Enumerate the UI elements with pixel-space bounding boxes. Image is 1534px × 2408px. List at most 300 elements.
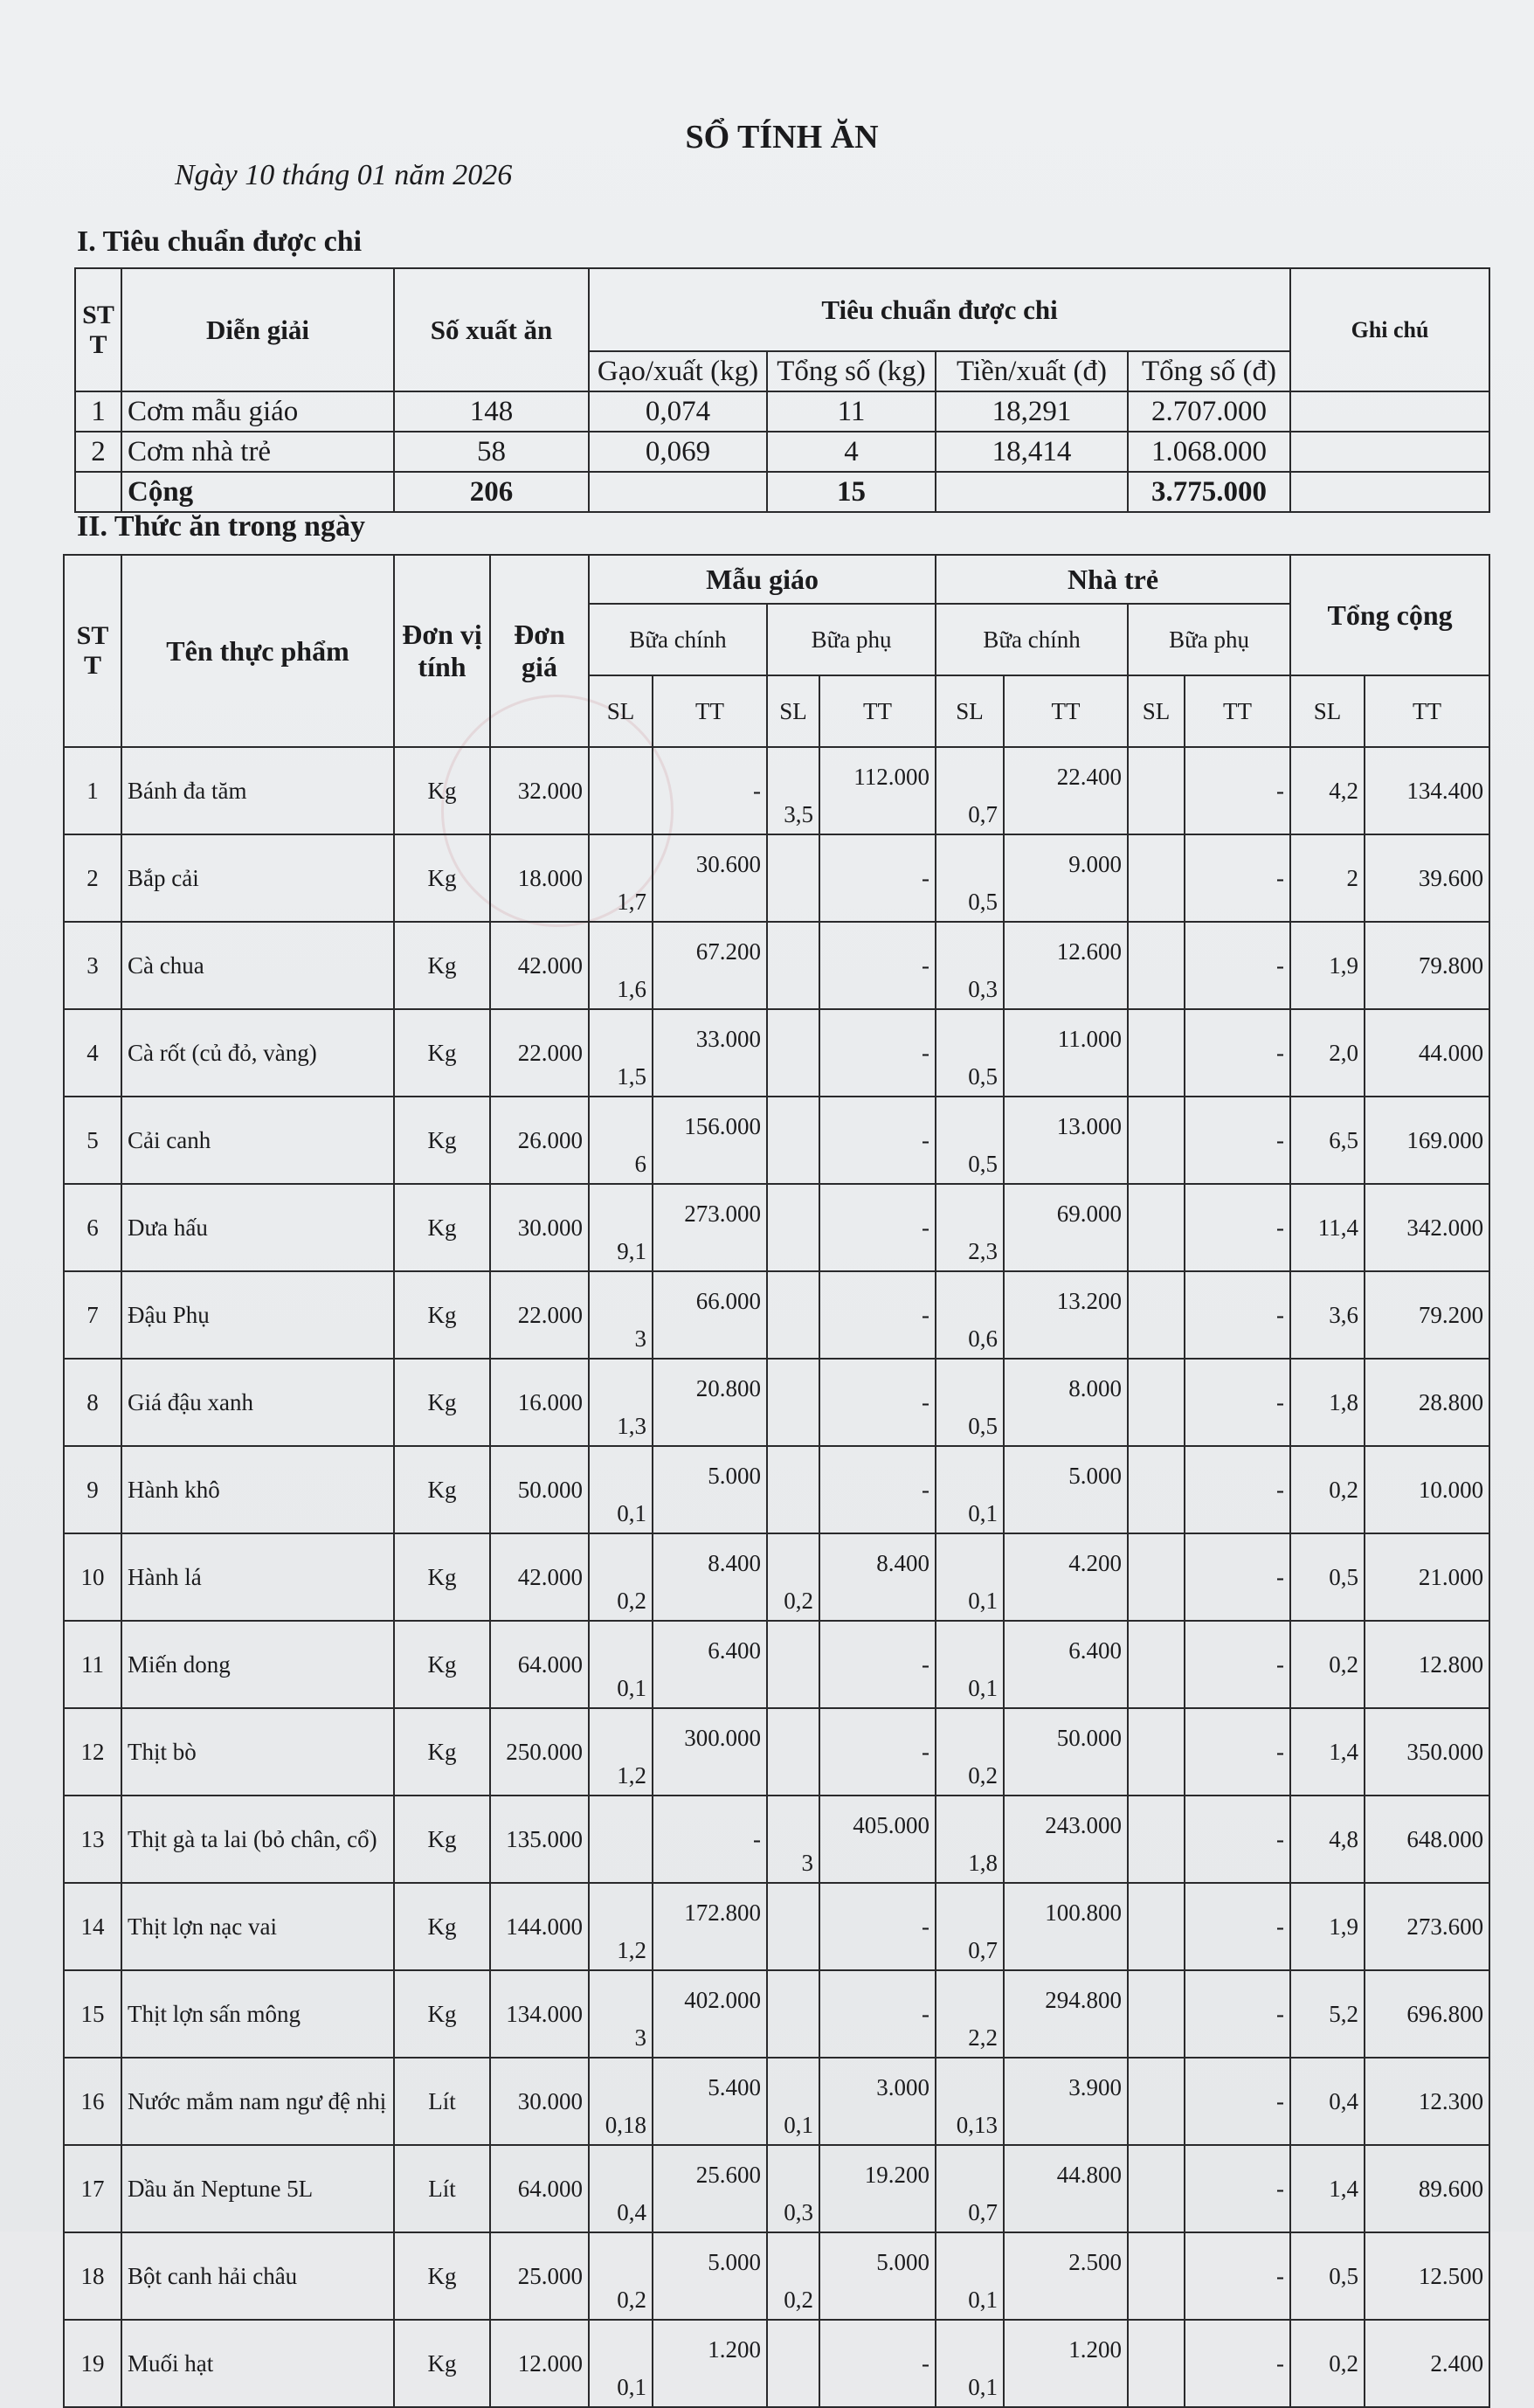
cell-mg-phu-tt: 405.000 [819,1796,936,1883]
header-so-xuat-an: Số xuất ăn [394,268,589,391]
cell-don-gia: 32.000 [490,747,589,834]
header-tt: TT [1365,675,1489,747]
cell-nt-chinh-sl: 2,3 [936,1184,1004,1271]
header-sl: SL [1128,675,1185,747]
cell-mg-phu-tt: - [819,834,936,922]
cell-don-gia: 144.000 [490,1883,589,1970]
cell-nt-phu-tt: - [1185,1970,1290,2058]
cell-nt-chinh-sl: 0,1 [936,1446,1004,1533]
cell-tong-tt: 169.000 [1365,1097,1489,1184]
cell-tong-sl: 4,8 [1290,1796,1365,1883]
header-tt: TT [819,675,936,747]
cell-nt-chinh-tt: 50.000 [1004,1708,1128,1796]
cell-tien-xuat: 18,414 [936,432,1128,472]
cell-nt-phu-sl [1128,834,1185,922]
header-mg-bua-chinh: Bữa chính [589,604,767,675]
cell-mg-phu-sl: 0,2 [767,2232,819,2320]
total-so-xuat-an: 206 [394,472,589,512]
cell-nt-phu-tt: - [1185,922,1290,1009]
cell-don-vi-tinh: Kg [394,1097,490,1184]
cell-stt: 15 [64,1970,121,2058]
cell-tong-tt: 696.800 [1365,1970,1489,2058]
cell-ten-thuc-pham: Dầu ăn Neptune 5L [121,2145,394,2232]
cell-don-vi-tinh: Kg [394,1533,490,1621]
cell-nt-chinh-sl: 2,2 [936,1970,1004,2058]
cell-mg-phu-tt: - [819,922,936,1009]
cell-mg-chinh-tt: 273.000 [653,1184,767,1271]
cell-mg-phu-tt: - [819,1621,936,1708]
cell-don-gia: 134.000 [490,1970,589,2058]
cell-nt-phu-sl [1128,1621,1185,1708]
cell-mg-phu-sl [767,922,819,1009]
cell-mg-phu-sl: 0,2 [767,1533,819,1621]
table-row [64,1708,1489,1796]
cell-tong-tt: 89.600 [1365,2145,1489,2232]
cell-tong-sl: 2 [1290,834,1365,922]
table-row [64,1359,1489,1446]
cell-nt-phu-sl [1128,1970,1185,2058]
cell-mg-phu-sl [767,1359,819,1446]
cell-mg-chinh-sl: 0,2 [589,2232,653,2320]
cell-stt: 14 [64,1883,121,1970]
header-mg-bua-phu: Bữa phụ [767,604,936,675]
cell-ghi-chu [1290,391,1489,432]
cell-tong-sl: 1,8 [1290,1359,1365,1446]
document-date: Ngày 10 tháng 01 năm 2026 [175,159,513,191]
cell-nt-chinh-tt: 13.000 [1004,1097,1128,1184]
cell-tong-tt: 79.200 [1365,1271,1489,1359]
cell-mg-chinh-sl: 0,1 [589,1446,653,1533]
cell-nt-chinh-sl: 0,7 [936,2145,1004,2232]
total-tong-kg: 15 [767,472,936,512]
table-row [75,432,1489,472]
section-1-heading: I. Tiêu chuẩn được chi [77,225,363,258]
cell-nt-phu-sl [1128,1271,1185,1359]
cell-nt-chinh-tt: 294.800 [1004,1970,1128,2058]
cell-don-vi-tinh: Kg [394,1970,490,2058]
header-tt: TT [1185,675,1290,747]
cell-mg-phu-tt: - [819,1970,936,2058]
cell-mg-chinh-sl: 3 [589,1970,653,2058]
cell-nt-phu-sl [1128,1796,1185,1883]
cell-mg-chinh-sl: 1,2 [589,1708,653,1796]
cell-stt: 8 [64,1359,121,1446]
cell-mg-chinh-tt: 33.000 [653,1009,767,1097]
cell-mg-phu-tt: - [819,1708,936,1796]
cell-nt-phu-tt: - [1185,1097,1290,1184]
cell-don-gia: 64.000 [490,1621,589,1708]
cell-mg-phu-tt: - [819,1097,936,1184]
cell-don-vi-tinh: Kg [394,1796,490,1883]
total-gao-xuat [589,472,767,512]
cell-nt-phu-tt: - [1185,1359,1290,1446]
header-sl: SL [767,675,819,747]
cell-mg-chinh-tt: 5.400 [653,2058,767,2145]
cell-don-gia: 30.000 [490,1184,589,1271]
header-don-vi-tinh: Đơn vị tính [394,555,490,747]
cell-tien-xuat: 18,291 [936,391,1128,432]
cell-don-gia: 64.000 [490,2145,589,2232]
cell-tong-sl: 0,2 [1290,1621,1365,1708]
cell-don-gia: 42.000 [490,1533,589,1621]
cell-nt-chinh-sl: 0,5 [936,1359,1004,1446]
header-tt: TT [653,675,767,747]
cell-mg-chinh-sl: 0,18 [589,2058,653,2145]
cell-nt-chinh-sl: 0,7 [936,1883,1004,1970]
cell-mg-phu-sl: 0,3 [767,2145,819,2232]
cell-nt-phu-sl [1128,1359,1185,1446]
cell-don-vi-tinh: Kg [394,1359,490,1446]
cell-nt-chinh-tt: 8.000 [1004,1359,1128,1446]
cell-nt-chinh-tt: 100.800 [1004,1883,1128,1970]
cell-don-vi-tinh: Kg [394,2232,490,2320]
header-ten-thuc-pham: Tên thực phẩm [121,555,394,747]
total-stt [75,472,121,512]
cell-mg-chinh-tt: 8.400 [653,1533,767,1621]
cell-tong-tt: 342.000 [1365,1184,1489,1271]
cell-nt-chinh-tt: 22.400 [1004,747,1128,834]
cell-don-vi-tinh: Kg [394,1184,490,1271]
total-tong-d: 3.775.000 [1128,472,1290,512]
header-nt-bua-chinh: Bữa chính [936,604,1128,675]
header-mau-giao: Mẫu giáo [589,555,936,604]
cell-don-gia: 12.000 [490,2320,589,2407]
cell-ten-thuc-pham: Muối hạt [121,2320,394,2407]
cell-nt-chinh-tt: 3.900 [1004,2058,1128,2145]
header-ghi-chu: Ghi chú [1290,268,1489,391]
cell-tong-tt: 39.600 [1365,834,1489,922]
cell-nt-phu-sl [1128,922,1185,1009]
cell-tong-sl: 6,5 [1290,1097,1365,1184]
cell-don-gia: 18.000 [490,834,589,922]
total-row [75,472,1489,512]
food-table [63,554,1490,2408]
cell-nt-chinh-tt: 5.000 [1004,1446,1128,1533]
cell-don-gia: 16.000 [490,1359,589,1446]
cell-mg-phu-sl [767,1446,819,1533]
table-row [64,747,1489,834]
cell-nt-phu-tt: - [1185,2320,1290,2407]
cell-nt-chinh-sl: 0,13 [936,2058,1004,2145]
cell-mg-chinh-sl: 9,1 [589,1184,653,1271]
cell-tong-tt: 273.600 [1365,1883,1489,1970]
cell-mg-chinh-tt: 20.800 [653,1359,767,1446]
cell-mg-chinh-sl: 6 [589,1097,653,1184]
cell-nt-phu-tt: - [1185,1446,1290,1533]
section-2-heading: II. Thức ăn trong ngày [77,510,365,543]
cell-ten-thuc-pham: Giá đậu xanh [121,1359,394,1446]
cell-mg-chinh-tt: 1.200 [653,2320,767,2407]
header-tieu-chuan: Tiêu chuẩn được chi [589,268,1290,351]
cell-stt: 18 [64,2232,121,2320]
cell-nt-phu-sl [1128,2058,1185,2145]
total-dien-giai: Cộng [121,472,394,512]
table-row [75,391,1489,432]
cell-nt-phu-sl [1128,2320,1185,2407]
cell-tong-sl: 3,6 [1290,1271,1365,1359]
cell-gao-xuat: 0,069 [589,432,767,472]
cell-stt: 5 [64,1097,121,1184]
cell-don-vi-tinh: Kg [394,834,490,922]
cell-don-gia: 22.000 [490,1271,589,1359]
cell-nt-phu-tt: - [1185,2058,1290,2145]
cell-mg-phu-sl [767,2320,819,2407]
cell-tong-sl: 0,5 [1290,2232,1365,2320]
cell-mg-phu-tt: - [819,1184,936,1271]
cell-nt-phu-tt: - [1185,1796,1290,1883]
cell-mg-chinh-tt: 172.800 [653,1883,767,1970]
cell-mg-chinh-sl: 1,2 [589,1883,653,1970]
cell-tong-sl: 0,2 [1290,1446,1365,1533]
cell-don-gia: 42.000 [490,922,589,1009]
cell-tong-tt: 134.400 [1365,747,1489,834]
cell-ten-thuc-pham: Cà rốt (củ đỏ, vàng) [121,1009,394,1097]
cell-mg-phu-sl: 0,1 [767,2058,819,2145]
cell-mg-phu-sl: 3,5 [767,747,819,834]
header-tt: TT [1004,675,1128,747]
cell-mg-chinh-tt: - [653,1796,767,1883]
cell-nt-phu-sl [1128,2145,1185,2232]
cell-nt-chinh-sl: 0,5 [936,834,1004,922]
header-dien-giai: Diễn giải [121,268,394,391]
cell-mg-phu-tt: 8.400 [819,1533,936,1621]
cell-mg-chinh-sl: 0,1 [589,2320,653,2407]
cell-don-vi-tinh: Lít [394,2058,490,2145]
cell-ten-thuc-pham: Thịt gà ta lai (bỏ chân, cổ) [121,1796,394,1883]
cell-ten-thuc-pham: Hành khô [121,1446,394,1533]
cell-tong-d: 2.707.000 [1128,391,1290,432]
cell-nt-chinh-sl: 0,3 [936,922,1004,1009]
cell-don-vi-tinh: Kg [394,2320,490,2407]
cell-mg-phu-tt: - [819,1271,936,1359]
cell-nt-phu-sl [1128,2232,1185,2320]
cell-ten-thuc-pham: Thịt lợn sấn mông [121,1970,394,2058]
cell-don-gia: 135.000 [490,1796,589,1883]
header-gao-xuat: Gạo/xuất (kg) [589,351,767,391]
table-row [64,1533,1489,1621]
cell-stt: 17 [64,2145,121,2232]
cell-tong-sl: 0,5 [1290,1533,1365,1621]
header-nt-bua-phu: Bữa phụ [1128,604,1290,675]
cell-nt-chinh-tt: 9.000 [1004,834,1128,922]
cell-ten-thuc-pham: Cải canh [121,1097,394,1184]
cell-mg-chinh-sl: 0,1 [589,1621,653,1708]
cell-don-vi-tinh: Kg [394,747,490,834]
header-sl: SL [589,675,653,747]
cell-mg-phu-sl [767,1883,819,1970]
cell-mg-chinh-tt: - [653,747,767,834]
cell-gao-xuat: 0,074 [589,391,767,432]
cell-nt-phu-sl [1128,1708,1185,1796]
cell-tong-tt: 79.800 [1365,922,1489,1009]
cell-nt-chinh-tt: 4.200 [1004,1533,1128,1621]
cell-tong-tt: 648.000 [1365,1796,1489,1883]
cell-mg-chinh-tt: 25.600 [653,2145,767,2232]
cell-tong-sl: 5,2 [1290,1970,1365,2058]
cell-dien-giai: Cơm nhà trẻ [121,432,394,472]
header-tong-cong: Tổng cộng [1290,555,1489,675]
cell-mg-chinh-tt: 300.000 [653,1708,767,1796]
cell-stt: 6 [64,1184,121,1271]
cell-don-gia: 250.000 [490,1708,589,1796]
cell-don-gia: 22.000 [490,1009,589,1097]
cell-nt-chinh-sl: 0,1 [936,2232,1004,2320]
cell-stt: 7 [64,1271,121,1359]
cell-mg-chinh-sl: 1,6 [589,922,653,1009]
table-row [64,2145,1489,2232]
cell-nt-phu-sl [1128,1009,1185,1097]
cell-ten-thuc-pham: Bắp cải [121,834,394,922]
cell-tong-kg: 11 [767,391,936,432]
cell-mg-phu-sl [767,1097,819,1184]
cell-nt-chinh-tt: 13.200 [1004,1271,1128,1359]
cell-don-vi-tinh: Kg [394,1708,490,1796]
cell-nt-phu-tt: - [1185,1883,1290,1970]
cell-nt-phu-sl [1128,747,1185,834]
table-row [64,1796,1489,1883]
cell-tong-sl: 11,4 [1290,1184,1365,1271]
cell-nt-chinh-sl: 0,1 [936,1621,1004,1708]
cell-nt-chinh-sl: 0,7 [936,747,1004,834]
header-tien-xuat: Tiền/xuất (đ) [936,351,1128,391]
cell-tong-sl: 0,2 [1290,2320,1365,2407]
cell-mg-chinh-tt: 30.600 [653,834,767,922]
cell-nt-chinh-sl: 1,8 [936,1796,1004,1883]
cell-mg-chinh-sl: 0,2 [589,1533,653,1621]
cell-tong-sl: 1,4 [1290,2145,1365,2232]
cell-nt-phu-tt: - [1185,747,1290,834]
cell-stt: 2 [64,834,121,922]
cell-mg-phu-sl [767,1271,819,1359]
cell-tong-sl: 2,0 [1290,1009,1365,1097]
table-row [64,2320,1489,2407]
cell-nt-phu-tt: - [1185,1708,1290,1796]
cell-tong-tt: 21.000 [1365,1533,1489,1621]
table-row [64,1097,1489,1184]
cell-tong-sl: 1,9 [1290,922,1365,1009]
table-row [64,1009,1489,1097]
document-title: SỔ TÍNH ĂN [685,119,879,156]
cell-stt: 1 [75,391,121,432]
cell-nt-chinh-tt: 44.800 [1004,2145,1128,2232]
cell-mg-chinh-tt: 6.400 [653,1621,767,1708]
cell-nt-chinh-tt: 11.000 [1004,1009,1128,1097]
cell-stt: 1 [64,747,121,834]
cell-mg-chinh-sl: 3 [589,1271,653,1359]
cell-mg-phu-sl [767,834,819,922]
cell-nt-phu-tt: - [1185,1621,1290,1708]
cell-stt: 12 [64,1708,121,1796]
cell-nt-chinh-sl: 0,2 [936,1708,1004,1796]
table-row [64,1621,1489,1708]
total-tien-xuat [936,472,1128,512]
cell-don-vi-tinh: Kg [394,1446,490,1533]
cell-mg-phu-tt: - [819,1883,936,1970]
cell-tong-tt: 28.800 [1365,1359,1489,1446]
cell-nt-phu-tt: - [1185,1533,1290,1621]
cell-don-gia: 50.000 [490,1446,589,1533]
cell-nt-chinh-tt: 1.200 [1004,2320,1128,2407]
table-row [64,1883,1489,1970]
cell-stt: 19 [64,2320,121,2407]
header-tong-kg: Tổng số (kg) [767,351,936,391]
cell-don-vi-tinh: Lít [394,2145,490,2232]
table-row [64,1970,1489,2058]
table-row [64,1271,1489,1359]
cell-tong-kg: 4 [767,432,936,472]
cell-don-vi-tinh: Kg [394,1271,490,1359]
cell-nt-chinh-sl: 0,5 [936,1009,1004,1097]
cell-mg-chinh-tt: 156.000 [653,1097,767,1184]
header-tong-d: Tổng số (đ) [1128,351,1290,391]
cell-mg-chinh-sl [589,1796,653,1883]
cell-mg-chinh-sl: 1,5 [589,1009,653,1097]
cell-mg-phu-sl [767,1009,819,1097]
cell-ten-thuc-pham: Miến dong [121,1621,394,1708]
cell-tong-sl: 1,9 [1290,1883,1365,1970]
cell-tong-tt: 12.300 [1365,2058,1489,2145]
cell-mg-phu-tt: 112.000 [819,747,936,834]
header-sl: SL [1290,675,1365,747]
cell-so-xuat-an: 148 [394,391,589,432]
cell-stt: 10 [64,1533,121,1621]
cell-mg-phu-sl [767,1184,819,1271]
cell-mg-phu-sl: 3 [767,1796,819,1883]
cell-ten-thuc-pham: Nước mắm nam ngư đệ nhị [121,2058,394,2145]
table-row [64,834,1489,922]
cell-nt-chinh-sl: 0,6 [936,1271,1004,1359]
cell-nt-chinh-tt: 2.500 [1004,2232,1128,2320]
cell-ten-thuc-pham: Đậu Phụ [121,1271,394,1359]
cell-tong-tt: 12.800 [1365,1621,1489,1708]
cell-nt-chinh-sl: 0,5 [936,1097,1004,1184]
cell-tong-tt: 10.000 [1365,1446,1489,1533]
cell-mg-phu-tt: - [819,1009,936,1097]
cell-don-gia: 25.000 [490,2232,589,2320]
cell-stt: 13 [64,1796,121,1883]
header-stt: ST T [75,268,121,391]
cell-nt-chinh-tt: 243.000 [1004,1796,1128,1883]
cell-don-vi-tinh: Kg [394,922,490,1009]
cell-stt: 2 [75,432,121,472]
cell-mg-phu-tt: 19.200 [819,2145,936,2232]
cell-nt-phu-tt: - [1185,834,1290,922]
cell-stt: 11 [64,1621,121,1708]
cell-tong-sl: 1,4 [1290,1708,1365,1796]
cell-stt: 3 [64,922,121,1009]
cell-tong-sl: 0,4 [1290,2058,1365,2145]
table-row [64,922,1489,1009]
cell-tong-d: 1.068.000 [1128,432,1290,472]
table-row [64,1184,1489,1271]
cell-mg-phu-sl [767,1708,819,1796]
cell-mg-chinh-sl: 1,7 [589,834,653,922]
table-row [64,1446,1489,1533]
cell-mg-chinh-tt: 402.000 [653,1970,767,2058]
cell-tong-tt: 350.000 [1365,1708,1489,1796]
cell-tong-tt: 44.000 [1365,1009,1489,1097]
cell-mg-phu-tt: 3.000 [819,2058,936,2145]
cell-nt-phu-tt: - [1185,1184,1290,1271]
cell-don-vi-tinh: Kg [394,1621,490,1708]
cell-mg-chinh-sl [589,747,653,834]
cell-mg-chinh-tt: 67.200 [653,922,767,1009]
cell-nt-phu-tt: - [1185,1009,1290,1097]
cell-mg-phu-tt: 5.000 [819,2232,936,2320]
cell-ghi-chu [1290,432,1489,472]
cell-stt: 16 [64,2058,121,2145]
cell-stt: 9 [64,1446,121,1533]
